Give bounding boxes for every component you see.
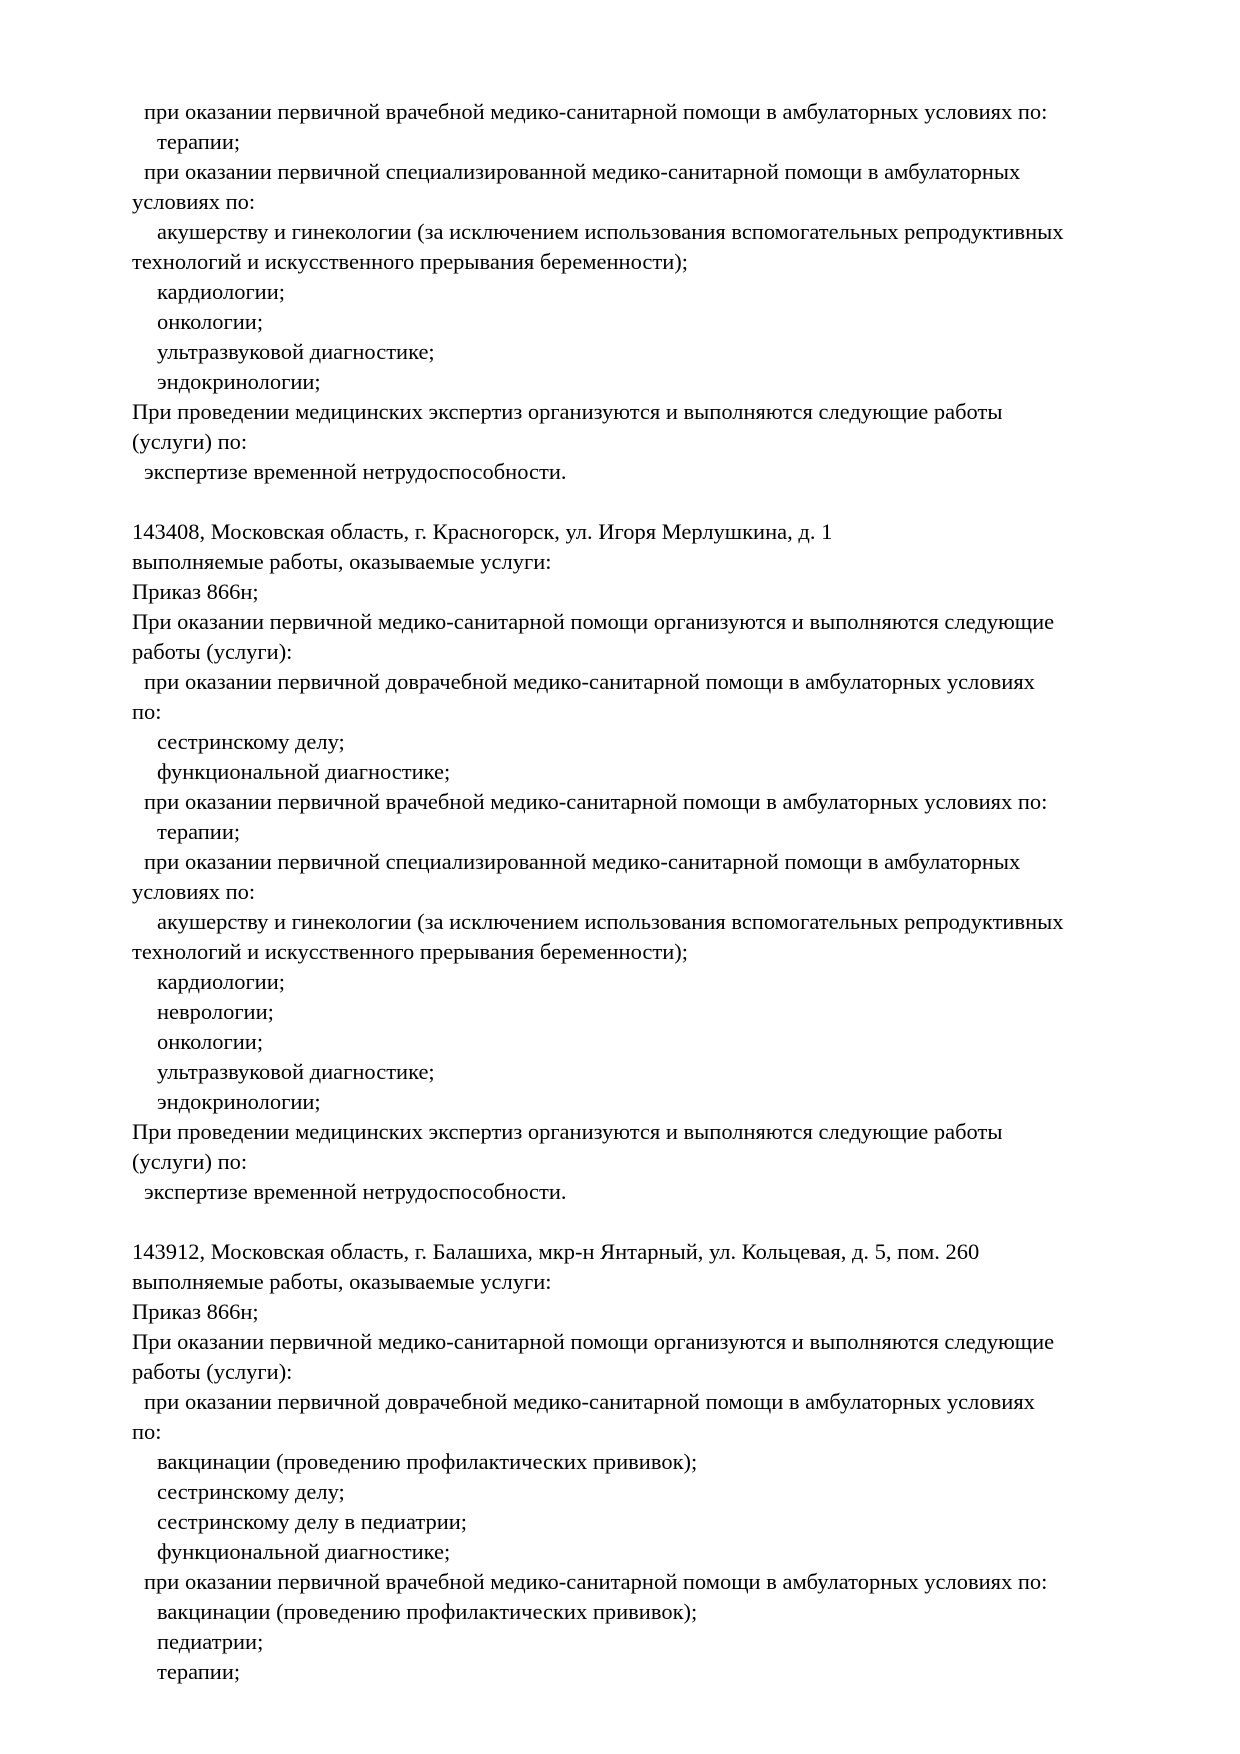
text-line: при оказании первичной врачебной медико-санитарной помощи в амбулаторных условиях по:: [144, 789, 1048, 814]
text-line: При оказании первичной медико-санитарной помощи организуются и выполняются следующие: [132, 609, 1055, 634]
document-text-block: [132, 97, 1122, 1687]
text-line: При оказании первичной медико-санитарной помощи организуются и выполняются следующие: [132, 1329, 1055, 1354]
text-line: сестринскому делу;: [157, 729, 345, 754]
text-line: ультразвуковой диагностике;: [157, 339, 435, 364]
text-line: выполняемые работы, оказываемые услуги:: [132, 1269, 552, 1294]
text-line: технологий и искусственного прерывания беременности);: [132, 939, 689, 964]
text-line: Приказ 866н;: [132, 1299, 259, 1324]
text-line: онкологии;: [157, 1029, 264, 1054]
text-line: кардиологии;: [157, 279, 286, 304]
text-line: технологий и искусственного прерывания беременности);: [132, 249, 689, 274]
text-line: При проведении медицинских экспертиз организуются и выполняются следующие работы: [132, 1119, 1003, 1144]
text-line: (услуги) по:: [132, 429, 248, 454]
text-line: условиях по:: [132, 879, 256, 904]
text-line: терапии;: [157, 129, 241, 154]
text-line: при оказании первичной специализированной медико-санитарной помощи в амбулаторных: [144, 159, 1021, 184]
text-line: при оказании первичной врачебной медико-санитарной помощи в амбулаторных условиях по:: [144, 1569, 1048, 1594]
blank-line: [132, 1207, 1122, 1237]
text-line: функциональной диагностике;: [157, 759, 451, 784]
text-line: сестринскому делу в педиатрии;: [157, 1509, 468, 1534]
text-line: эндокринологии;: [157, 369, 321, 394]
text-line: вакцинации (проведению профилактических прививок);: [157, 1449, 698, 1474]
text-line: акушерству и гинекологии (за исключением использования вспомогательных репродуктивных: [157, 909, 1064, 934]
text-line: работы (услуги):: [132, 1359, 293, 1384]
text-line: при оказании первичной врачебной медико-санитарной помощи в амбулаторных условиях по:: [144, 99, 1048, 124]
text-line: Приказ 866н;: [132, 579, 259, 604]
text-line: при оказании первичной доврачебной медико-санитарной помощи в амбулаторных условиях: [144, 669, 1035, 694]
text-line: неврологии;: [157, 999, 274, 1024]
text-line: 143912, Московская область, г. Балашиха, мкр-н Янтарный, ул. Кольцевая, д. 5, пом. 260: [132, 1239, 980, 1264]
text-line: при оказании первичной специализированной медико-санитарной помощи в амбулаторных: [144, 849, 1021, 874]
text-line: онкологии;: [157, 309, 264, 334]
text-line: функциональной диагностике;: [157, 1539, 451, 1564]
text-line: акушерству и гинекологии (за исключением использования вспомогательных репродуктивных: [157, 219, 1064, 244]
text-line: по:: [132, 699, 162, 724]
text-line: работы (услуги):: [132, 639, 293, 664]
text-line: ультразвуковой диагностике;: [157, 1059, 435, 1084]
text-line: вакцинации (проведению профилактических прививок);: [157, 1599, 698, 1624]
text-line: выполняемые работы, оказываемые услуги:: [132, 549, 552, 574]
text-line: при оказании первичной доврачебной медико-санитарной помощи в амбулаторных условиях: [144, 1389, 1035, 1414]
text-line: экспертизе временной нетрудоспособности.: [144, 1179, 567, 1204]
text-line: При проведении медицинских экспертиз организуются и выполняются следующие работы: [132, 399, 1003, 424]
text-line: педиатрии;: [157, 1629, 264, 1654]
text-line: терапии;: [157, 819, 241, 844]
text-line: 143408, Московская область, г. Красногорск, ул. Игоря Мерлушкина, д. 1: [132, 519, 833, 544]
text-line: кардиологии;: [157, 969, 286, 994]
text-line: экспертизе временной нетрудоспособности.: [144, 459, 567, 484]
text-line: условиях по:: [132, 189, 256, 214]
text-line: эндокринологии;: [157, 1089, 321, 1114]
text-line: терапии;: [157, 1659, 241, 1684]
text-line: сестринскому делу;: [157, 1479, 345, 1504]
blank-line: [132, 487, 1122, 517]
text-line: по:: [132, 1419, 162, 1444]
text-line: (услуги) по:: [132, 1149, 248, 1174]
